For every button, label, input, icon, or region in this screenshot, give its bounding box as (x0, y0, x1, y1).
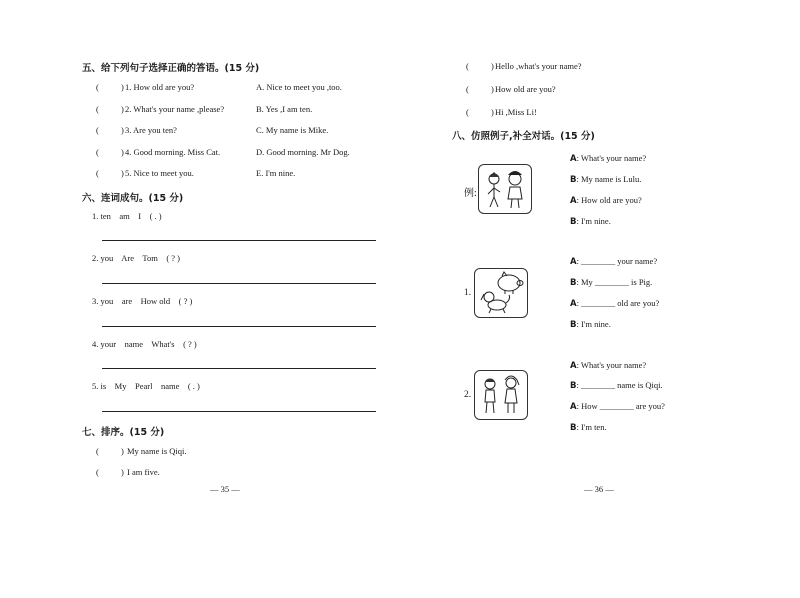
order-paren-open[interactable]: ( (96, 467, 99, 477)
fill-blank-text[interactable]: : ________ name is Qiqi. (576, 380, 663, 390)
order-sentence: My name is Qiqi. (127, 446, 187, 456)
fill-blank-text[interactable]: : My ________ is Pig. (576, 277, 653, 287)
order-paren-open[interactable]: ( (466, 84, 469, 94)
answer-paren-open[interactable]: ( (96, 82, 99, 92)
dialogue-text: : How old are you? (576, 195, 642, 205)
question-1-label: 1. (464, 288, 472, 298)
page-number: — 35 — (210, 484, 240, 494)
speaker-label: B (570, 217, 577, 227)
order-sentence: Hi ,Miss Li! (495, 107, 537, 117)
section-6-title: 六、连词成句。(15 分) (82, 193, 184, 204)
question-2-picture (474, 370, 528, 420)
dialogue-text: : I'm nine. (576, 319, 611, 329)
dialogue-line (570, 422, 607, 433)
speaker-label: A (570, 257, 577, 267)
fill-blank-text[interactable]: : How ________ are you? (576, 401, 665, 411)
order-sentence: Hello ,what's your name? (495, 61, 582, 71)
section-8-title: 八、仿照例子,补全对话。(15 分) (452, 131, 595, 142)
section-5-title: 五、给下列句子选择正确的答语。(15 分) (82, 63, 260, 74)
scrambled-words-4: 4. your name What's ( ? ) (92, 339, 197, 349)
dialogue-text: : What's your name? (576, 360, 647, 370)
answer-line-1[interactable] (102, 240, 376, 241)
dialogue-line (570, 319, 611, 330)
speaker-label: B (570, 320, 577, 330)
speaker-label: A (570, 196, 577, 206)
answer-option: B. Yes ,I am ten. (256, 104, 313, 114)
dialogue-line (570, 360, 646, 371)
dialogue-line (570, 216, 611, 227)
question-text: 5. Nice to meet you. (125, 168, 194, 178)
section-7-title: 七、排序。(15 分) (82, 427, 165, 438)
question-text: 1. How old are you? (125, 82, 195, 92)
fill-blank-text[interactable]: : ________ your name? (576, 256, 658, 266)
pig-and-dog-icon (475, 269, 527, 317)
speaker-label: B (570, 278, 577, 288)
dialogue-text: : I'm nine. (576, 216, 611, 226)
answer-line-5[interactable] (102, 411, 376, 412)
children-greeting-icon (479, 165, 531, 213)
dialogue-line (570, 298, 659, 309)
speaker-label: B (570, 175, 577, 185)
order-sentence: How old are you? (495, 84, 556, 94)
answer-paren-close: ) (121, 147, 124, 157)
order-paren-close: ) (491, 107, 494, 117)
dialogue-line (570, 401, 665, 412)
dialogue-text: : What's your name? (576, 153, 647, 163)
order-paren-open[interactable]: ( (466, 61, 469, 71)
order-paren-open[interactable]: ( (466, 107, 469, 117)
answer-paren-open[interactable]: ( (96, 125, 99, 135)
question-text: 4. Good morning. Miss Cat. (125, 147, 221, 157)
two-children-icon (475, 371, 527, 419)
speaker-label: B (570, 381, 577, 391)
answer-line-4[interactable] (102, 368, 376, 369)
dialogue-line (570, 277, 652, 288)
answer-paren-close: ) (121, 82, 124, 92)
answer-paren-open[interactable]: ( (96, 147, 99, 157)
answer-line-3[interactable] (102, 326, 376, 327)
speaker-label: A (570, 361, 577, 371)
example-picture (478, 164, 532, 214)
order-sentence: I am five. (127, 467, 160, 477)
scrambled-words-5: 5. is My Pearl name ( . ) (92, 381, 200, 391)
dialogue-text: : My name is Lulu. (576, 174, 642, 184)
order-paren-close: ) (491, 61, 494, 71)
dialogue-text: : I'm ten. (576, 422, 607, 432)
answer-line-2[interactable] (102, 283, 376, 284)
question-text: 2. What's your name ,please? (125, 104, 225, 114)
answer-paren-open[interactable]: ( (96, 168, 99, 178)
answer-paren-close: ) (121, 168, 124, 178)
answer-paren-close: ) (121, 125, 124, 135)
example-label: 例: (464, 188, 477, 199)
page-number: — 36 — (584, 484, 614, 494)
dialogue-line (570, 153, 646, 164)
order-paren-open[interactable]: ( (96, 446, 99, 456)
dialogue-line (570, 380, 663, 391)
speaker-label: A (570, 299, 577, 309)
answer-option: A. Nice to meet you ,too. (256, 82, 342, 92)
order-paren-close: ) (121, 467, 124, 477)
answer-paren-open[interactable]: ( (96, 104, 99, 114)
question-2-label: 2. (464, 390, 472, 400)
scrambled-words-1: 1. ten am I ( . ) (92, 211, 162, 221)
answer-paren-close: ) (121, 104, 124, 114)
speaker-label: A (570, 402, 577, 412)
answer-option: E. I'm nine. (256, 168, 296, 178)
question-text: 3. Are you ten? (125, 125, 177, 135)
speaker-label: A (570, 154, 577, 164)
dialogue-line (570, 256, 657, 267)
dialogue-line (570, 174, 641, 185)
order-paren-close: ) (491, 84, 494, 94)
right-page (400, 0, 800, 598)
answer-option: D. Good morning. Mr Dog. (256, 147, 350, 157)
dialogue-line (570, 195, 642, 206)
answer-option: C. My name is Mike. (256, 125, 329, 135)
fill-blank-text[interactable]: : ________ old are you? (576, 298, 660, 308)
scrambled-words-2: 2. you Are Tom ( ? ) (92, 253, 181, 263)
speaker-label: B (570, 423, 577, 433)
order-paren-close: ) (121, 446, 124, 456)
scrambled-words-3: 3. you are How old ( ? ) (92, 296, 193, 306)
question-1-picture (474, 268, 528, 318)
